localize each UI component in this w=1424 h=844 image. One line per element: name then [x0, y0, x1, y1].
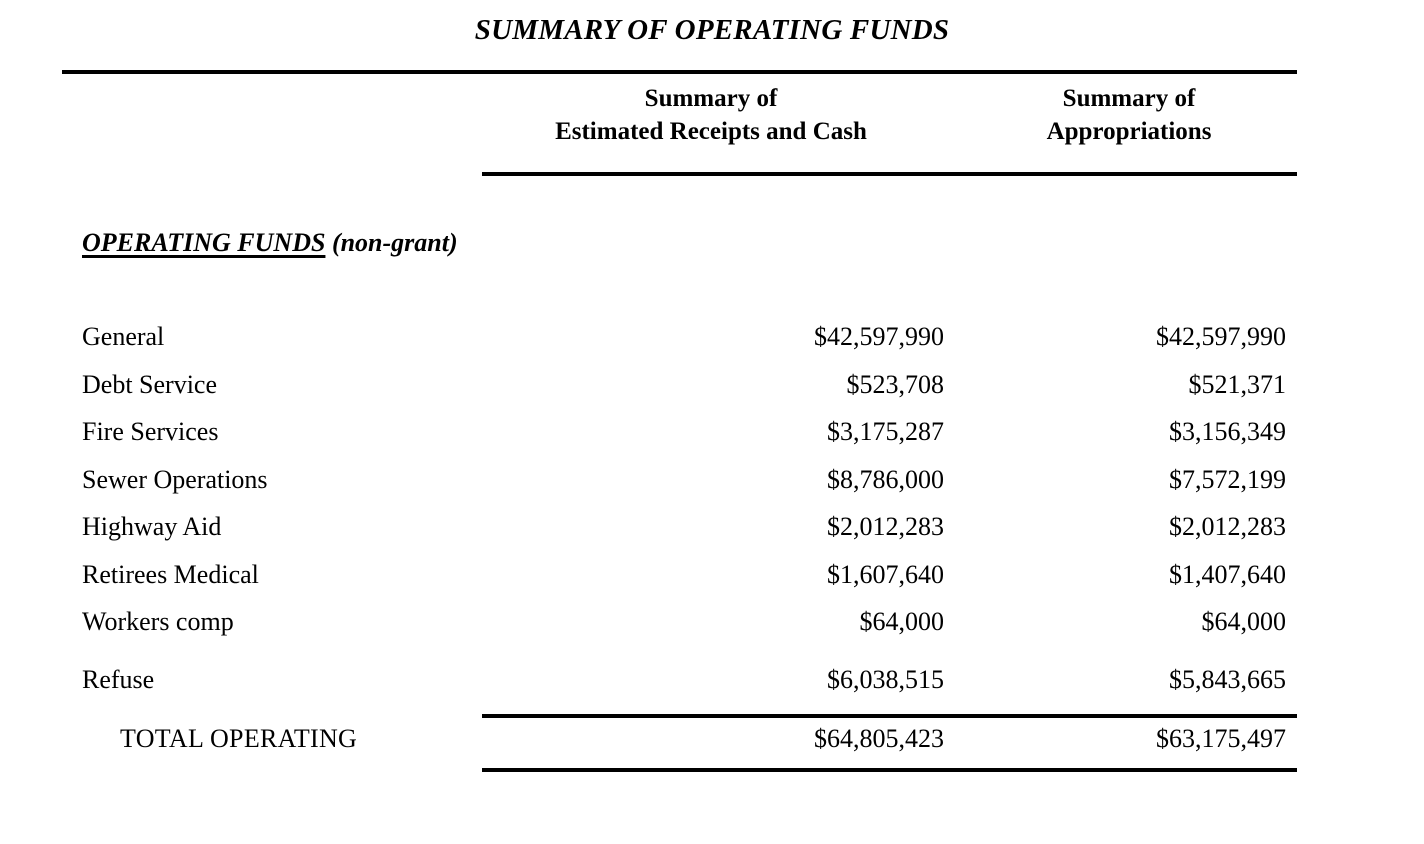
row-appropriations-value: $1,407,640 [1169, 559, 1286, 589]
section-heading-operating-funds [82, 228, 458, 258]
section-heading-qualifier-text: (non-grant) [325, 228, 458, 257]
column-header-receipts-line2: Estimated Receipts and Cash [555, 118, 867, 145]
row-label: Retirees Medical [82, 559, 259, 589]
table-row [0, 370, 1424, 418]
column-header-appropriations [968, 82, 1290, 148]
column-header-underline-rule [482, 172, 1297, 176]
total-row-receipts-value: $64,805,423 [814, 724, 944, 753]
row-appropriations-value: $5,843,665 [1169, 664, 1286, 694]
row-appropriations-value: $3,156,349 [1169, 417, 1286, 446]
row-label: Highway Aid [82, 512, 222, 541]
row-receipts-value: $64,000 [859, 607, 944, 636]
row-appropriations-value: $42,597,990 [1156, 322, 1286, 351]
row-receipts-value: $42,597,990 [814, 322, 944, 351]
total-row-appropriations-value: $63,175,497 [1156, 724, 1286, 753]
table-row [0, 465, 1424, 513]
row-receipts-value: $2,012,283 [827, 512, 944, 541]
row-label: Sewer Operations [82, 464, 268, 494]
table-row [0, 607, 1424, 655]
table-row [0, 512, 1424, 560]
column-header-appropriations-line2: Appropriations [1046, 118, 1212, 145]
table-top-rule [62, 70, 1297, 74]
row-receipts-value: $6,038,515 [827, 664, 944, 694]
table-row [0, 417, 1424, 465]
row-appropriations-value: $7,572,199 [1169, 464, 1286, 494]
total-row-label: TOTAL OPERATING [120, 724, 358, 753]
row-receipts-value: $3,175,287 [827, 417, 944, 446]
row-label: Workers comp [82, 607, 234, 636]
table-row-total [0, 724, 1424, 772]
section-heading-underlined-text: OPERATING FUNDS [82, 228, 326, 257]
row-label: Refuse [82, 664, 155, 694]
total-row-top-rule [482, 714, 1297, 718]
table-bottom-rule [482, 768, 1297, 772]
page-title: SUMMARY OF OPERATING FUNDS [474, 14, 950, 46]
table-row [0, 560, 1424, 608]
row-receipts-value: $523,708 [846, 369, 944, 399]
row-appropriations-value: $2,012,283 [1169, 512, 1286, 541]
row-appropriations-value: $64,000 [1201, 607, 1286, 636]
column-header-receipts-line1: Summary of [644, 85, 778, 112]
row-receipts-value: $8,786,000 [827, 464, 944, 494]
row-label: Fire Services [82, 417, 219, 446]
column-header-appropriations-line1: Summary of [1062, 85, 1196, 112]
table-row [0, 322, 1424, 370]
row-label: Debt Service [82, 369, 218, 399]
row-label: General [82, 322, 165, 351]
table-row [0, 665, 1424, 713]
operating-funds-table [0, 322, 1424, 772]
column-header-receipts [482, 82, 940, 148]
row-appropriations-value: $521,371 [1188, 369, 1286, 399]
row-receipts-value: $1,607,640 [827, 559, 944, 589]
